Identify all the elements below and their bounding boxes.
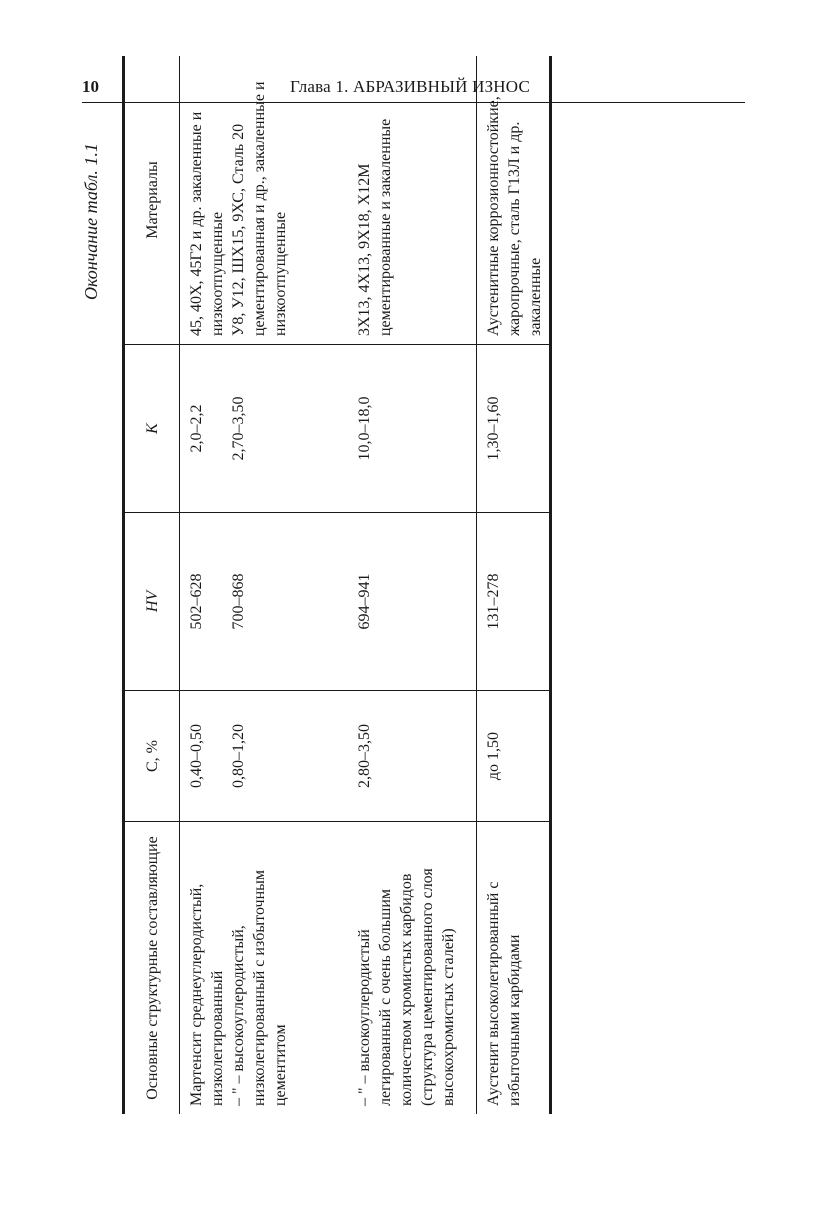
materials-value: 45, 40Х, 45Г2 и др. закаленные и низкоотпущенные xyxy=(188,111,226,336)
materials-cell xyxy=(180,56,477,345)
structure-value: Мартенсит среднеуглеродистый, низколегированный xyxy=(188,883,226,1106)
hv-value: 700–868 xyxy=(230,573,247,630)
hv-cell xyxy=(180,513,477,691)
carbon-cell xyxy=(180,691,477,822)
k-value: 1,30–1,60 xyxy=(477,345,551,513)
carbon-value: 0,40–0,50 xyxy=(188,724,205,788)
k-value: 2,0–2,2 xyxy=(188,404,205,453)
column-header-structure: Основные структурные составляющие xyxy=(124,822,180,1115)
table-caption: Окончание табл. 1.1 xyxy=(81,143,101,300)
structure-value: – " – высокоуглеродистый, низколегированный с избыточным цементитом xyxy=(230,869,289,1106)
k-value: 2,70–3,50 xyxy=(230,396,247,461)
column-header-materials: Материалы xyxy=(124,56,180,345)
structure-value: – " – высокоуглеродистый легированный с очень большим количеством хромистых карбидов (структура цементированного слоя высокохромистых сталей) xyxy=(356,868,457,1106)
materials-value: 3Х13, 4Х13, 9Х18, Х12М цементированные и закаленные xyxy=(356,118,394,336)
carbon-value: 2,80–3,50 xyxy=(356,724,373,788)
running-head: Глава 1. АБРАЗИВНЫЙ ИЗНОС xyxy=(290,77,531,96)
hv-value: 502–628 xyxy=(188,573,205,630)
hv-value: 131–278 xyxy=(477,513,551,691)
k-value: 10,0–18,0 xyxy=(356,396,373,461)
table-header-row xyxy=(124,56,180,1114)
column-header-k: K xyxy=(124,345,180,513)
column-header-carbon: С, % xyxy=(124,691,180,822)
carbon-value: до 1,50 xyxy=(477,691,551,822)
page-number: 10 xyxy=(82,77,99,96)
materials-value: У8, У12, ШХ15, 9ХС, Сталь 20 цементированная и др., закаленные и низкоотпущенные xyxy=(230,81,289,336)
materials-table xyxy=(122,56,552,1114)
materials-value: Аустенитные коррозионностойкие, жаропрочные, сталь Г13Л и др. закаленные xyxy=(477,56,551,345)
structure-cell xyxy=(180,822,477,1115)
table-row xyxy=(477,56,551,1114)
table-row xyxy=(180,56,477,1114)
carbon-value: 0,80–1,20 xyxy=(230,724,247,788)
k-cell xyxy=(180,345,477,513)
hv-value: 694–941 xyxy=(356,573,373,630)
column-header-hv: HV xyxy=(124,513,180,691)
structure-value: Аустенит высоколегированный с избыточными карбидами xyxy=(477,822,551,1115)
